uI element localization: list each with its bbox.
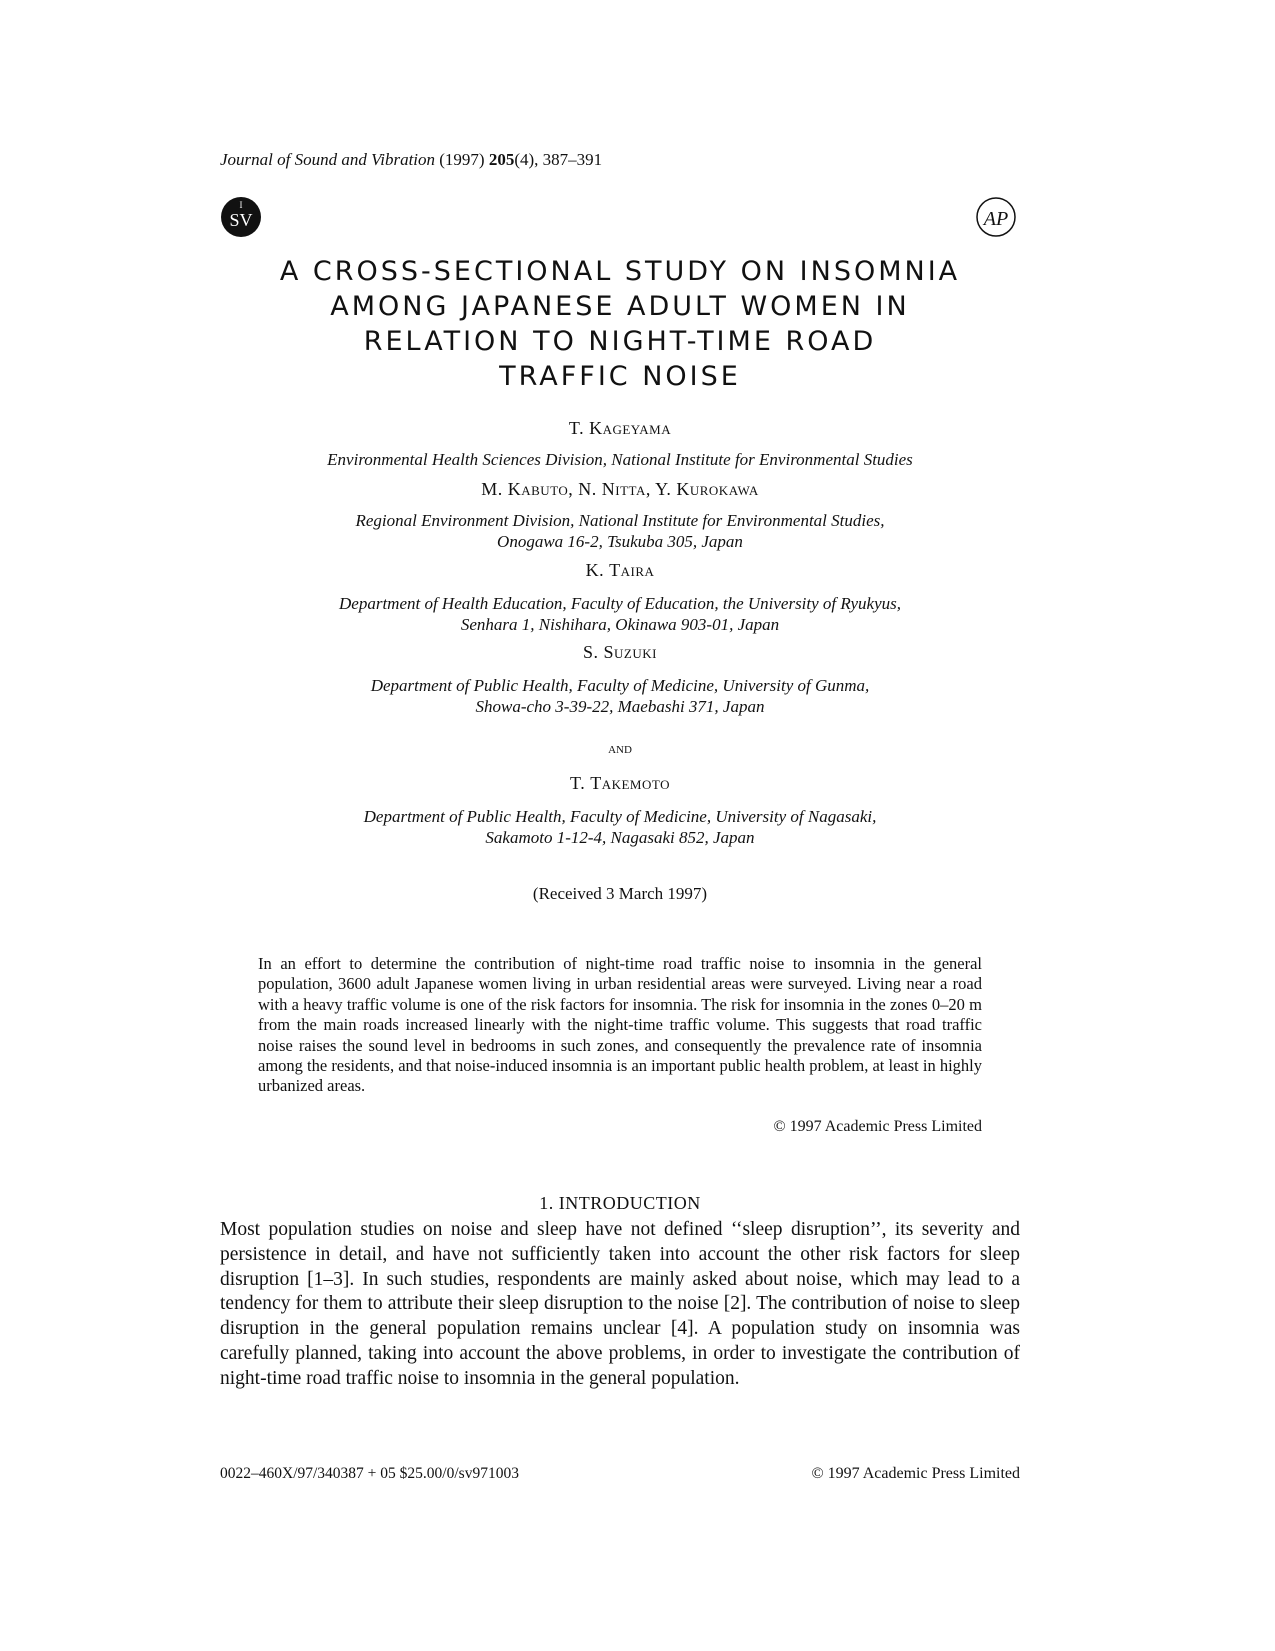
abstract: In an effort to determine the contribution of night-time road traffic noise to insomnia in the general population, 3600 adult Japanese women living in urban residential areas were surveyed. Living near a road with a heavy traffic volume is one of the risk factors for insomnia. The risk for insomnia in the zones 0–20 m from the main roads increased linearly with the night-time traffic volume. This suggests that road traffic noise raises the sound level in bedrooms in such zones, and consequently the prevalence rate of insomnia among the residents, and that noise-induced insomnia is an important public health problem, at least in highly urbanized areas.	[258, 954, 983, 1096]
sv-logo-text: SV	[229, 210, 253, 230]
footer-code: 0022–460X/97/340387 + 05 $25.00/0/sv971003	[220, 1465, 519, 1482]
author-name: T. Kageyama	[568, 418, 672, 438]
journal-name: Journal of Sound and Vibration	[220, 150, 436, 169]
ap-logo-text: AP	[983, 208, 1009, 230]
author-name: T. Takemoto	[570, 773, 670, 793]
journal-issue-pages: (4), 387–391	[514, 150, 603, 169]
section-heading: 1. INTRODUCTION	[539, 1193, 701, 1213]
author-name: M. Kabuto, N. Nitta, Y. Kurokawa	[481, 479, 759, 499]
author-conjunction: and	[608, 740, 632, 757]
journal-citation	[220, 150, 602, 170]
author-affiliation: Environmental Health Sciences Division, National Institute for Environmental Studies	[327, 450, 913, 469]
title-line: TRAFFIC NOISE	[499, 361, 741, 392]
title-line: AMONG JAPANESE ADULT WOMEN IN	[330, 291, 910, 322]
introduction-paragraph: Most population studies on noise and sleep have not defined ‘‘sleep disruption’’, its severity and persistence in detail, and have not sufficiently taken into account the other risk factors for sleep disruption [1–3]. In such studies, respondents are mainly asked about noise, which may lead to a tendency for them to attribute their sleep disruption to the noise [2]. The contribution of noise to sleep disruption in the general population remains unclear [4]. A population study on insomnia was carefully planned, taking into account the above problems, in order to investigate the contribution of night-time road traffic noise to insomnia in the general population.	[220, 1219, 1020, 1389]
author-affiliation: Department of Public Health, Faculty of Medicine, University of Nagasaki, Sakamoto 1-12-4, Nagasaki 852, Japan	[363, 807, 877, 847]
author-affiliation: Department of Public Health, Faculty of Medicine, University of Gunma, Showa-cho 3-39-22, Maebashi 371, Japan	[370, 676, 870, 716]
article-title	[220, 254, 1020, 394]
abstract-copyright: © 1997 Academic Press Limited	[773, 1118, 982, 1135]
title-line: RELATION TO NIGHT-TIME ROAD	[363, 326, 877, 357]
sv-publisher-logo-icon	[220, 196, 262, 238]
journal-year: (1997)	[439, 150, 485, 169]
journal-volume: 205	[488, 150, 515, 169]
author-affiliation: Regional Environment Division, National Institute for Environmental Studies, Onogawa 16-2, Tsukuba 305, Japan	[355, 511, 885, 551]
sv-logo-small-text: I	[239, 200, 243, 210]
author-name: K. Taira	[585, 560, 655, 580]
received-date: (Received 3 March 1997)	[532, 884, 708, 903]
author-affiliation: Department of Health Education, Faculty of Education, the University of Ryukyus, Senhara 1, Nishihara, Okinawa 903-01, Japan	[339, 594, 901, 634]
ap-publisher-logo-icon	[975, 196, 1017, 238]
footer-copyright: © 1997 Academic Press Limited	[811, 1465, 1020, 1482]
title-line: A CROSS-SECTIONAL STUDY ON INSOMNIA	[279, 256, 961, 287]
author-name: S. Suzuki	[583, 642, 657, 662]
